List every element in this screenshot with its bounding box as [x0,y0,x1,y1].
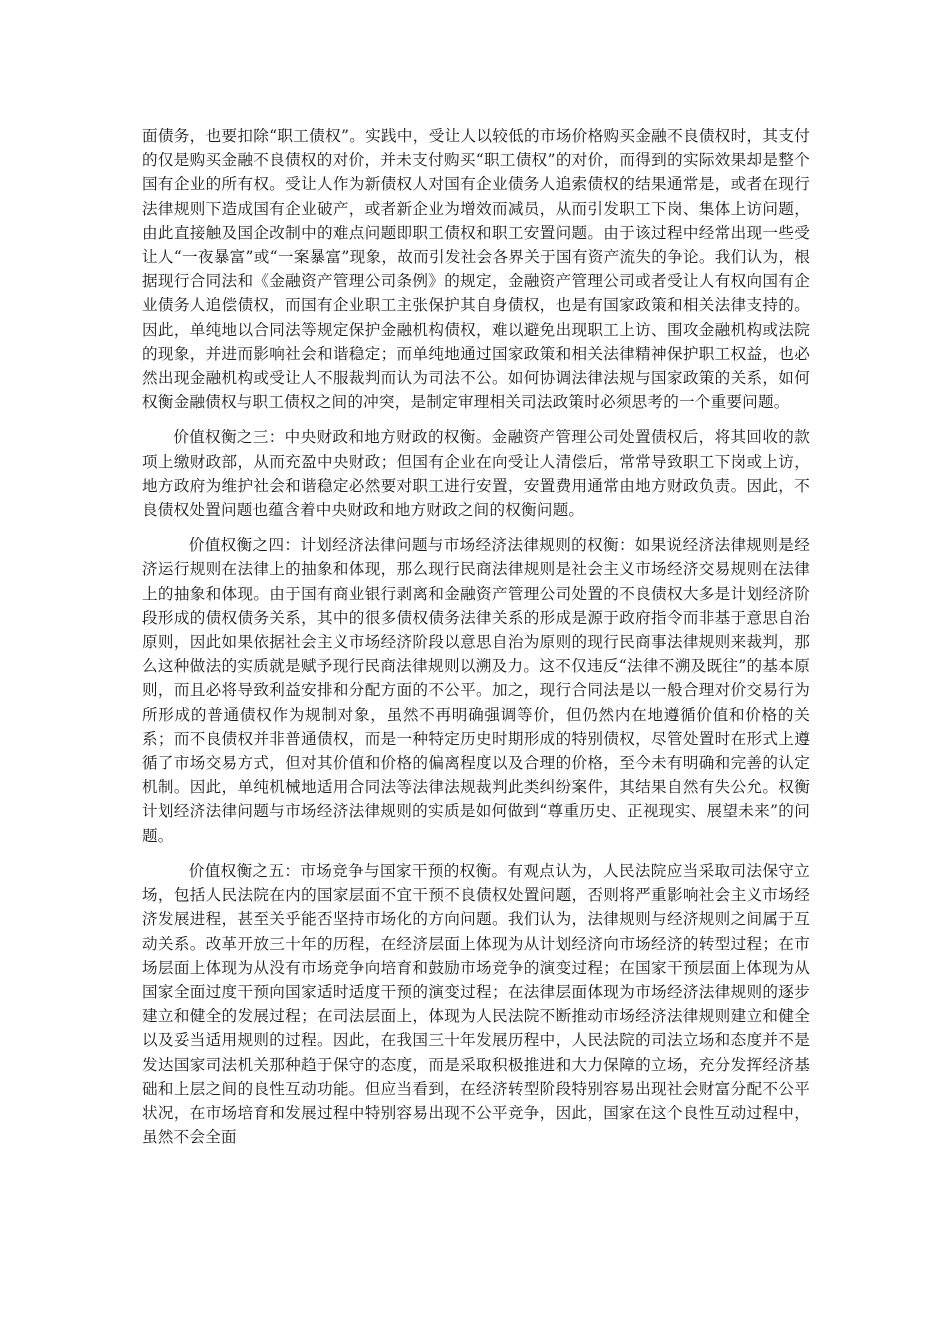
document-body [142,124,810,1149]
paragraph-2: 价值权衡之三：中央财政和地方财政的权衡。金融资产管理公司处置债权后，将其回收的款项上缴财政部，从而充盈中央财政；但国有企业在向受让人清偿后，常常导致职工下岗或上访，地方政府为维护社会和谐稳定必然要对职工进行安置，安置费用通常由地方财政负责。因此，不良债权处置问题也蕴含着中央财政和地方财政之间的权衡问题。 [142,428,810,520]
paragraph-1: 面债务，也要扣除“职工债权”。实践中，受让人以较低的市场价格购买金融不良债权时，其支付的仅是购买金融不良债权的对价，并未支付购买“职工债权”的对价，而得到的实际效果却是整个国有企业的所有权。受让人作为新债权人对国有企业债务人追索债权的结果通常是，或者在现行法律规则下造成国有企业破产，或者新企业为增效而减员，从而引发职工下岗、集体上访问题，由此直接触及国企改制中的难点问题即职工债权和职工安置问题。由于该过程中经常出现一些受让人“一夜暴富”或“一案暴富”现象，故而引发社会各界关于国有资产流失的争论。我们认为，根据现行合同法和《金融资产管理公司条例》的规定，金融资产管理公司或者受让人有权向国有企业债务人追偿债权，而国有企业职工主张保护其自身债权，也是有国家政策和相关法律支持的。因此，单纯地以合同法等规定保护金融机构债权，难以避免出现职工上访、围攻金融机构或法院的现象，并进而影响社会和谐稳定；而单纯地通过国家政策和相关法律精神保护职工权益，也必然出现金融机构或受让人不服裁判而认为司法不公。如何协调法律法规与国家政策的关系，如何权衡金融债权与职工债权之间的冲突，是制定审理相关司法政策时必须思考的一个重要问题。 [142,127,810,412]
paragraph-3: 价值权衡之四：计划经济法律问题与市场经济法律规则的权衡：如果说经济法律规则是经济运行规则在法律上的抽象和体现，那么现行民商法律规则是社会主义市场经济交易规则在法律上的抽象和体现。由于国有商业银行剥离和金融资产管理公司处置的不良债权大多是计划经济阶段形成的债权债务关系，其中的很多债权债务法律关系的形成是源于政府指令而非基于意思自治原则，因此如果依据社会主义市场经济阶段以意思自治为原则的现行民商事法律规则来裁判，那么这种做法的实质就是赋予现行民商法律规则以溯及力。这不仅违反“法律不溯及既往”的基本原则，而且必将导致利益安排和分配方面的不公平。加之，现行合同法是以一般合理对价交易行为所形成的普通债权作为规制对象，虽然不再明确强调等价，但仍然内在地遵循价值和价格的关系；而不良债权并非普通债权，而是一种特定历史时期形成的特别债权，尽管处置时在形式上遵循了市场交易方式，但对其价值和价格的偏离程度以及合理的价格，至今未有明确和完善的认定机制。因此，单纯机械地适用合同法等法律法规裁判此类纠纷案件，其结果自然有失公允。权衡计划经济法律问题与市场经济法律规则的实质是如何做到“尊重历史、正视现实、展望未来”的问题。 [142,536,810,845]
paragraph-4: 价值权衡之五：市场竞争与国家干预的权衡。有观点认为，人民法院应当采取司法保守立场，包括人民法院在内的国家层面不宜干预不良债权处置问题，否则将严重影响社会主义市场经济发展进程，甚至关乎能否坚持市场化的方向问题。我们认为，法律规则与经济规则之间属于互动关系。改革开放三十年的历程，在经济层面上体现为从计划经济向市场经济的转型过程；在市场层面上体现为从没有市场竞争向培育和鼓励市场竞争的演变过程；在国家干预层面上体现为从国家全面过度干预向国家适时适度干预的演变过程；在法律层面体现为市场经济法律规则的逐步建立和健全的发展过程；在司法层面上，体现为人民法院不断推动市场经济法律规则建立和健全以及妥当适用规则的过程。因此，在我国三十年发展历程中，人民法院的司法立场和态度并不是发达国家司法机关那种趋于保守的态度，而是采取积极推进和大力保障的立场，充分发挥经济基础和上层之间的良性互动功能。但应当看到，在经济转型阶段特别容易出现社会财富分配不公平状况，在市场培育和发展过程中特别容易出现不公平竞争，因此，国家在这个良性互动过程中，虽然不会全面 [142,861,810,1147]
